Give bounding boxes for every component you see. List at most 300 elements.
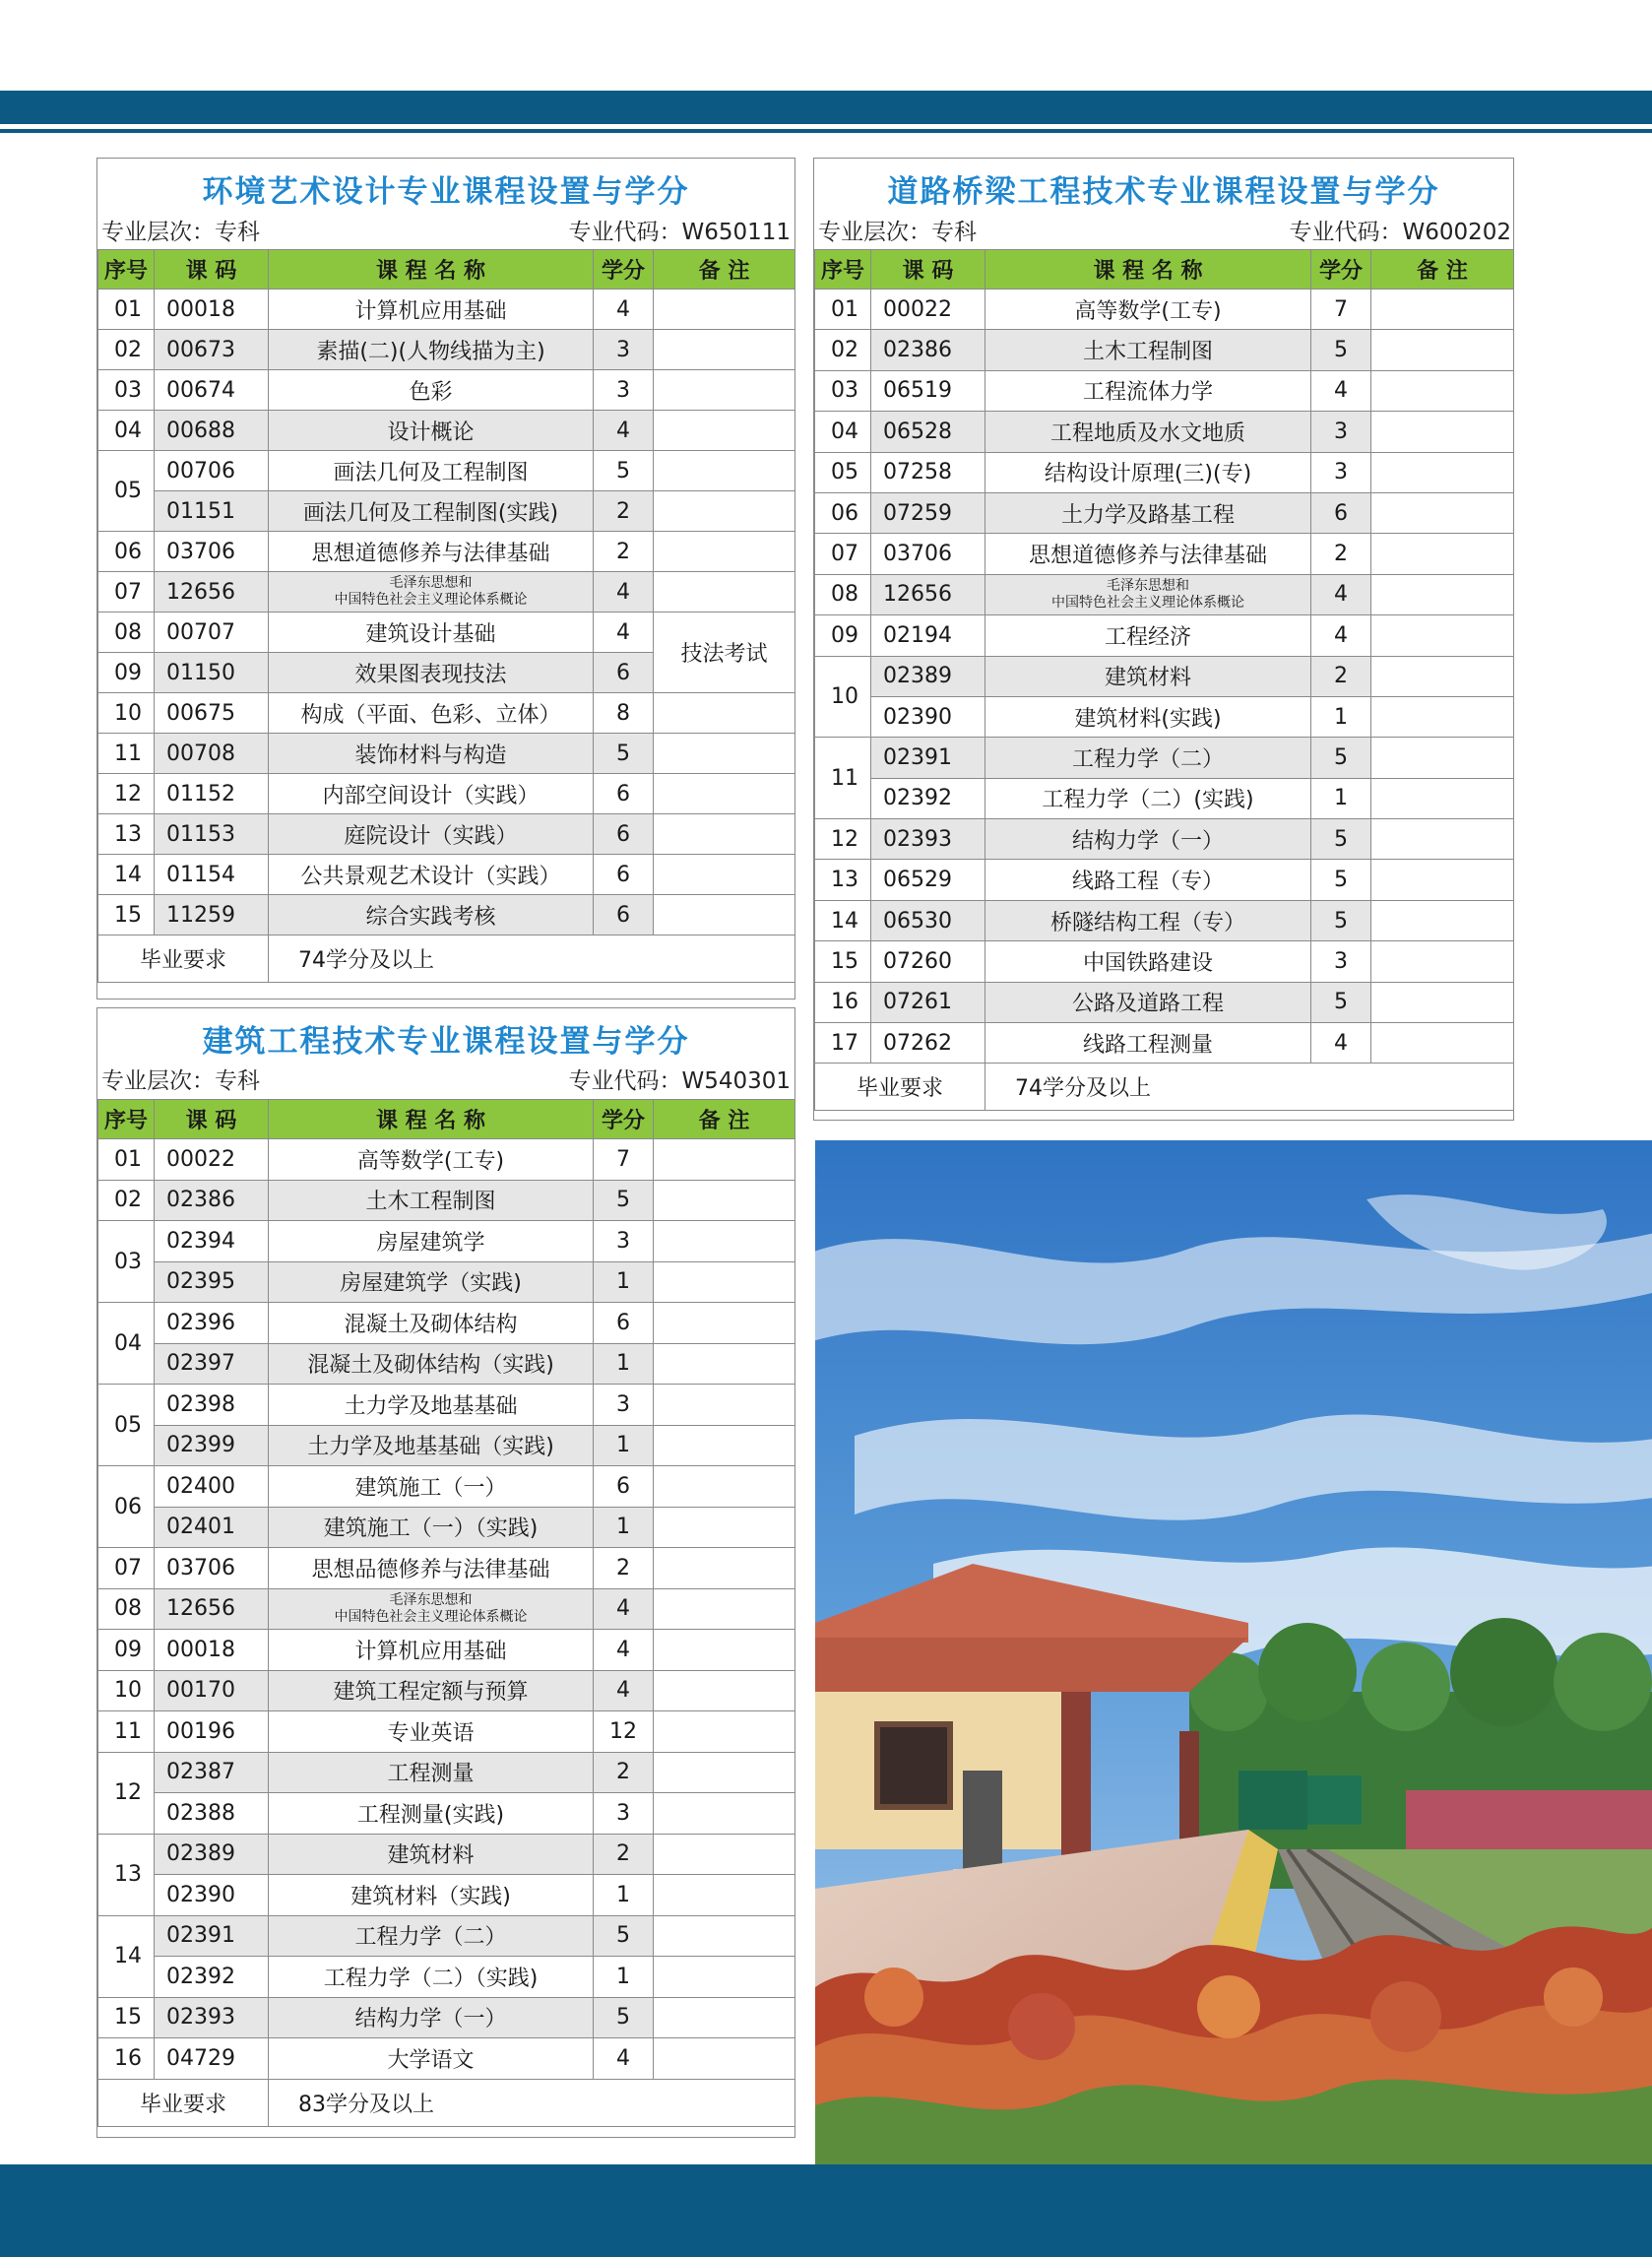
course-name: 工程力学（二）(实践) <box>985 778 1311 818</box>
course-code: 02391 <box>871 738 985 778</box>
course-name-line2: 中国特色社会主义理论体系概论 <box>1051 594 1244 611</box>
course-code: 01154 <box>155 855 269 895</box>
course-code: 02392 <box>155 1957 269 1998</box>
col-seq-header: 序号 <box>815 250 871 290</box>
course-code: 00674 <box>155 370 269 411</box>
course-name: 结构力学（一） <box>985 819 1311 860</box>
course-name: 土力学及地基基础（实践) <box>269 1425 594 1466</box>
table-row <box>98 1548 795 1589</box>
course-name: 建筑施工（一） <box>269 1466 594 1508</box>
course-code: 02399 <box>155 1425 269 1466</box>
course-note <box>654 1793 795 1835</box>
course-note <box>654 1957 795 1998</box>
col-note-header: 备 注 <box>1371 250 1514 290</box>
course-name: 色彩 <box>269 370 594 411</box>
course-code: 00706 <box>155 451 269 491</box>
course-name: 土木工程制图 <box>269 1180 594 1221</box>
course-name: 建筑工程定额与预算 <box>269 1670 594 1711</box>
course-seq: 13 <box>98 814 155 855</box>
course-name: 建筑施工（一）（实践) <box>269 1507 594 1548</box>
table-row <box>98 1588 795 1630</box>
course-name: 计算机应用基础 <box>269 290 594 330</box>
course-note <box>654 1507 795 1548</box>
course-credit: 6 <box>594 895 654 935</box>
course-seq: 03 <box>98 370 155 411</box>
course-code: 03706 <box>155 1548 269 1589</box>
course-credit: 5 <box>594 451 654 491</box>
course-credit: 2 <box>1311 656 1371 696</box>
course-name: 建筑材料(实践) <box>985 696 1311 737</box>
table-row <box>98 370 795 411</box>
course-seq: 10 <box>98 1670 155 1711</box>
course-name: 专业英语 <box>269 1711 594 1753</box>
course-code: 01152 <box>155 774 269 814</box>
course-code: 00707 <box>155 613 269 653</box>
col-name-header: 课 程 名 称 <box>269 250 594 290</box>
course-note <box>654 1588 795 1630</box>
course-credit: 4 <box>594 1630 654 1671</box>
course-note <box>654 572 795 613</box>
graduation-requirement-row <box>98 2079 795 2126</box>
course-name: 画法几何及工程制图 <box>269 451 594 491</box>
graduation-requirement-value: 74学分及以上 <box>985 1064 1514 1111</box>
course-code: 00170 <box>155 1670 269 1711</box>
course-credit: 4 <box>594 411 654 451</box>
course-name <box>985 574 1311 614</box>
table-row <box>815 941 1514 982</box>
course-code: 06529 <box>871 860 985 900</box>
course-name: 房屋建筑学 <box>269 1221 594 1262</box>
course-name: 结构力学（一） <box>269 1997 594 2038</box>
course-seq: 11 <box>98 1711 155 1753</box>
course-seq: 08 <box>98 613 155 653</box>
top-banner-bar <box>0 91 1652 124</box>
course-credit: 4 <box>594 1588 654 1630</box>
col-name-header: 课 程 名 称 <box>985 250 1311 290</box>
course-note <box>654 1466 795 1508</box>
course-note <box>654 693 795 734</box>
course-seq: 01 <box>98 290 155 330</box>
course-credit: 1 <box>594 1425 654 1466</box>
course-note <box>654 532 795 572</box>
course-credit: 5 <box>1311 819 1371 860</box>
course-note <box>654 370 795 411</box>
course-note <box>654 1875 795 1916</box>
course-name-line2: 中国特色社会主义理论体系概论 <box>334 592 528 608</box>
course-note <box>654 451 795 491</box>
table-row <box>815 738 1514 778</box>
course-note <box>1371 290 1514 330</box>
course-name: 综合实践考核 <box>269 895 594 935</box>
course-code: 02390 <box>871 696 985 737</box>
course-code: 00022 <box>155 1139 269 1181</box>
course-name: 建筑材料（实践) <box>269 1875 594 1916</box>
course-note <box>654 1997 795 2038</box>
course-credit: 3 <box>594 1385 654 1426</box>
course-credit: 4 <box>1311 574 1371 614</box>
course-code: 00675 <box>155 693 269 734</box>
course-name: 工程地质及水文地质 <box>985 412 1311 452</box>
campus-railway-photo <box>815 1140 1652 2164</box>
course-name: 中国铁路建设 <box>985 941 1311 982</box>
course-name: 建筑材料 <box>985 656 1311 696</box>
course-code: 11259 <box>155 895 269 935</box>
graduation-requirement-label: 毕业要求 <box>98 2079 269 2126</box>
course-note <box>654 1261 795 1303</box>
course-code: 00018 <box>155 1630 269 1671</box>
course-name: 内部空间设计（实践） <box>269 774 594 814</box>
course-credit: 5 <box>594 734 654 774</box>
course-credit: 2 <box>594 1752 654 1793</box>
course-name-line1: 毛泽东思想和 <box>389 1591 473 1608</box>
course-note <box>1371 738 1514 778</box>
course-note <box>654 1303 795 1344</box>
table-row <box>98 1139 795 1181</box>
table-row <box>98 1303 795 1344</box>
course-note <box>654 1221 795 1262</box>
graduation-requirement-value: 83学分及以上 <box>269 2079 795 2126</box>
course-code: 00708 <box>155 734 269 774</box>
course-credit: 8 <box>594 693 654 734</box>
course-note <box>1371 656 1514 696</box>
table-row <box>98 1630 795 1671</box>
course-credit: 4 <box>1311 615 1371 656</box>
course-name-line1: 毛泽东思想和 <box>389 575 473 591</box>
course-credit: 4 <box>594 290 654 330</box>
course-seq: 04 <box>815 412 871 452</box>
table-row <box>98 491 795 532</box>
table-row <box>815 330 1514 370</box>
col-name-header: 课 程 名 称 <box>269 1100 594 1139</box>
course-seq: 03 <box>815 370 871 411</box>
table-row <box>98 572 795 613</box>
course-name: 混凝土及砌体结构（实践) <box>269 1343 594 1385</box>
course-code: 02386 <box>155 1180 269 1221</box>
course-seq: 12 <box>98 1752 155 1834</box>
course-seq: 17 <box>815 1023 871 1064</box>
course-name: 建筑设计基础 <box>269 613 594 653</box>
table-row <box>815 574 1514 614</box>
course-seq: 05 <box>98 451 155 532</box>
course-seq: 11 <box>98 734 155 774</box>
course-seq: 01 <box>815 290 871 330</box>
course-name: 公路及道路工程 <box>985 982 1311 1022</box>
col-note-header: 备 注 <box>654 250 795 290</box>
course-code: 02387 <box>155 1752 269 1793</box>
course-note <box>654 1385 795 1426</box>
course-code: 02400 <box>155 1466 269 1508</box>
course-note <box>654 855 795 895</box>
course-credit: 6 <box>594 774 654 814</box>
course-name: 计算机应用基础 <box>269 1630 594 1671</box>
table-row <box>98 613 795 653</box>
course-name: 高等数学(工专) <box>269 1139 594 1181</box>
course-seq: 04 <box>98 1303 155 1385</box>
course-name: 土力学及路基工程 <box>985 492 1311 533</box>
table-row <box>98 855 795 895</box>
course-note <box>1371 615 1514 656</box>
course-note <box>654 411 795 451</box>
course-credit: 3 <box>594 1793 654 1835</box>
course-note <box>654 1711 795 1753</box>
table-row <box>98 734 795 774</box>
course-seq: 09 <box>98 653 155 693</box>
course-credit: 4 <box>594 1670 654 1711</box>
course-code: 03706 <box>155 532 269 572</box>
course-code: 00688 <box>155 411 269 451</box>
road-bridge-title: 道路桥梁工程技术专业课程设置与学分 <box>887 174 1440 210</box>
col-credit-header: 学分 <box>594 250 654 290</box>
course-note <box>654 1180 795 1221</box>
course-credit: 1 <box>594 1957 654 1998</box>
course-code: 02395 <box>155 1261 269 1303</box>
table-row <box>98 1711 795 1753</box>
course-credit: 1 <box>594 1875 654 1916</box>
course-note <box>1371 534 1514 574</box>
course-credit: 6 <box>594 1303 654 1344</box>
course-name: 土力学及地基基础 <box>269 1385 594 1426</box>
table-row <box>815 696 1514 737</box>
course-name: 庭院设计（实践） <box>269 814 594 855</box>
course-credit: 5 <box>1311 860 1371 900</box>
table-row <box>815 900 1514 940</box>
road-bridge-level: 专业层次：专科 <box>818 220 977 245</box>
course-credit: 5 <box>1311 982 1371 1022</box>
course-credit: 2 <box>594 1548 654 1589</box>
course-code: 01151 <box>155 491 269 532</box>
course-credit: 4 <box>1311 1023 1371 1064</box>
course-note <box>1371 370 1514 411</box>
course-note <box>654 1630 795 1671</box>
table-row <box>815 492 1514 533</box>
course-note <box>654 1752 795 1793</box>
course-credit: 2 <box>594 532 654 572</box>
course-code: 06519 <box>871 370 985 411</box>
course-code: 02389 <box>155 1834 269 1875</box>
course-code: 02393 <box>871 819 985 860</box>
course-credit: 1 <box>1311 696 1371 737</box>
course-name: 桥隧结构工程（专） <box>985 900 1311 940</box>
course-name: 思想品德修养与法律基础 <box>269 1548 594 1589</box>
course-code: 07260 <box>871 941 985 982</box>
table-row <box>815 452 1514 492</box>
table-row <box>98 1670 795 1711</box>
course-note <box>1371 1023 1514 1064</box>
course-name: 工程经济 <box>985 615 1311 656</box>
course-seq: 07 <box>98 572 155 613</box>
course-credit: 3 <box>594 1221 654 1262</box>
course-name: 思想道德修养与法律基础 <box>269 532 594 572</box>
env-art-panel <box>96 158 795 1000</box>
construction-code: 专业代码：W540301 <box>568 1068 791 1094</box>
course-code: 02401 <box>155 1507 269 1548</box>
table-row <box>98 814 795 855</box>
course-name: 结构设计原理(三)(专) <box>985 452 1311 492</box>
table-row <box>98 1957 795 1998</box>
course-seq: 02 <box>815 330 871 370</box>
course-name: 装饰材料与构造 <box>269 734 594 774</box>
course-code: 02389 <box>871 656 985 696</box>
graduation-requirement-value: 74学分及以上 <box>269 935 795 983</box>
table-row <box>98 1180 795 1221</box>
table-row <box>815 290 1514 330</box>
col-code-header: 课 码 <box>155 250 269 290</box>
course-credit: 6 <box>594 814 654 855</box>
table-row <box>815 370 1514 411</box>
course-seq: 13 <box>98 1834 155 1915</box>
course-note <box>1371 941 1514 982</box>
table-row <box>98 411 795 451</box>
road-bridge-panel <box>813 158 1514 1121</box>
course-seq: 05 <box>98 1385 155 1466</box>
course-note <box>654 2038 795 2080</box>
course-seq: 01 <box>98 1139 155 1181</box>
course-note <box>654 290 795 330</box>
course-note <box>1371 778 1514 818</box>
course-note <box>654 1548 795 1589</box>
table-row <box>815 656 1514 696</box>
course-name: 工程力学（二） <box>269 1915 594 1957</box>
col-seq-header: 序号 <box>98 250 155 290</box>
course-note <box>1371 574 1514 614</box>
table-row <box>98 1875 795 1916</box>
course-name: 线路工程（专） <box>985 860 1311 900</box>
table-row <box>98 1793 795 1835</box>
course-credit: 6 <box>594 1466 654 1508</box>
course-note <box>1371 492 1514 533</box>
course-note <box>654 774 795 814</box>
construction-title: 建筑工程技术专业课程设置与学分 <box>202 1024 690 1060</box>
course-seq: 07 <box>815 534 871 574</box>
course-note: 技法考试 <box>654 613 795 693</box>
course-credit: 5 <box>594 1997 654 2038</box>
course-name: 思想道德修养与法律基础 <box>985 534 1311 574</box>
course-seq: 05 <box>815 452 871 492</box>
table-row <box>98 2038 795 2080</box>
course-note <box>1371 452 1514 492</box>
col-credit-header: 学分 <box>594 1100 654 1139</box>
course-seq: 15 <box>98 895 155 935</box>
course-seq: 12 <box>815 819 871 860</box>
col-seq-header: 序号 <box>98 1100 155 1139</box>
bottom-banner-bar <box>0 2164 1652 2257</box>
course-name-line1: 毛泽东思想和 <box>1107 577 1189 594</box>
course-name-line2: 中国特色社会主义理论体系概论 <box>334 1608 528 1625</box>
course-credit: 5 <box>1311 738 1371 778</box>
course-note <box>1371 330 1514 370</box>
course-seq: 13 <box>815 860 871 900</box>
course-credit: 4 <box>594 613 654 653</box>
table-row <box>98 1425 795 1466</box>
road-bridge-code: 专业代码：W600202 <box>1289 220 1511 245</box>
course-code: 00022 <box>871 290 985 330</box>
course-seq: 16 <box>98 2038 155 2080</box>
course-credit: 4 <box>594 572 654 613</box>
col-code-header: 课 码 <box>871 250 985 290</box>
course-code: 12656 <box>871 574 985 614</box>
table-row <box>815 982 1514 1022</box>
course-note <box>1371 860 1514 900</box>
table-row <box>815 819 1514 860</box>
course-seq: 08 <box>98 1588 155 1630</box>
course-name: 混凝土及砌体结构 <box>269 1303 594 1344</box>
course-credit: 2 <box>594 491 654 532</box>
course-credit: 5 <box>1311 900 1371 940</box>
graduation-requirement-label: 毕业要求 <box>98 935 269 983</box>
course-note <box>654 1425 795 1466</box>
course-credit: 3 <box>594 330 654 370</box>
course-note <box>1371 900 1514 940</box>
course-credit: 3 <box>1311 941 1371 982</box>
table-row <box>98 1343 795 1385</box>
course-note <box>654 1343 795 1385</box>
course-code: 02390 <box>155 1875 269 1916</box>
course-seq: 16 <box>815 982 871 1022</box>
table-row <box>98 451 795 491</box>
course-code: 07261 <box>871 982 985 1022</box>
course-seq: 02 <box>98 1180 155 1221</box>
course-code: 07262 <box>871 1023 985 1064</box>
table-row <box>98 1466 795 1508</box>
course-name: 大学语文 <box>269 2038 594 2080</box>
table-row <box>815 1023 1514 1064</box>
env-art-title: 环境艺术设计专业课程设置与学分 <box>202 174 690 210</box>
table-row <box>98 693 795 734</box>
course-credit: 3 <box>594 370 654 411</box>
course-name: 工程力学（二）（实践) <box>269 1957 594 1998</box>
course-name: 设计概论 <box>269 411 594 451</box>
course-note <box>654 814 795 855</box>
course-seq: 10 <box>815 656 871 738</box>
course-name: 效果图表现技法 <box>269 653 594 693</box>
env-art-table <box>97 249 795 983</box>
course-seq: 09 <box>815 615 871 656</box>
course-code: 02388 <box>155 1793 269 1835</box>
course-note <box>1371 982 1514 1022</box>
graduation-requirement-label: 毕业要求 <box>815 1064 985 1111</box>
construction-level: 专业层次：专科 <box>101 1068 260 1094</box>
course-note <box>654 1670 795 1711</box>
table-row <box>815 615 1514 656</box>
course-note <box>654 1915 795 1957</box>
course-seq: 03 <box>98 1221 155 1303</box>
course-seq: 06 <box>98 532 155 572</box>
course-code: 02386 <box>871 330 985 370</box>
course-seq: 07 <box>98 1548 155 1589</box>
course-name: 画法几何及工程制图(实践) <box>269 491 594 532</box>
course-name <box>269 572 594 613</box>
course-note <box>1371 696 1514 737</box>
course-credit: 2 <box>594 1834 654 1875</box>
course-code: 00018 <box>155 290 269 330</box>
course-seq: 06 <box>815 492 871 533</box>
env-art-level: 专业层次：专科 <box>101 220 260 245</box>
course-code: 12656 <box>155 1588 269 1630</box>
course-name: 公共景观艺术设计（实践） <box>269 855 594 895</box>
course-note <box>654 491 795 532</box>
table-row <box>98 1915 795 1957</box>
course-credit: 4 <box>1311 370 1371 411</box>
table-row <box>815 778 1514 818</box>
course-code: 07259 <box>871 492 985 533</box>
course-seq: 04 <box>98 411 155 451</box>
course-note <box>1371 412 1514 452</box>
course-credit: 7 <box>1311 290 1371 330</box>
construction-panel <box>96 1007 795 2138</box>
table-row <box>98 774 795 814</box>
course-credit: 3 <box>1311 452 1371 492</box>
course-note <box>1371 819 1514 860</box>
